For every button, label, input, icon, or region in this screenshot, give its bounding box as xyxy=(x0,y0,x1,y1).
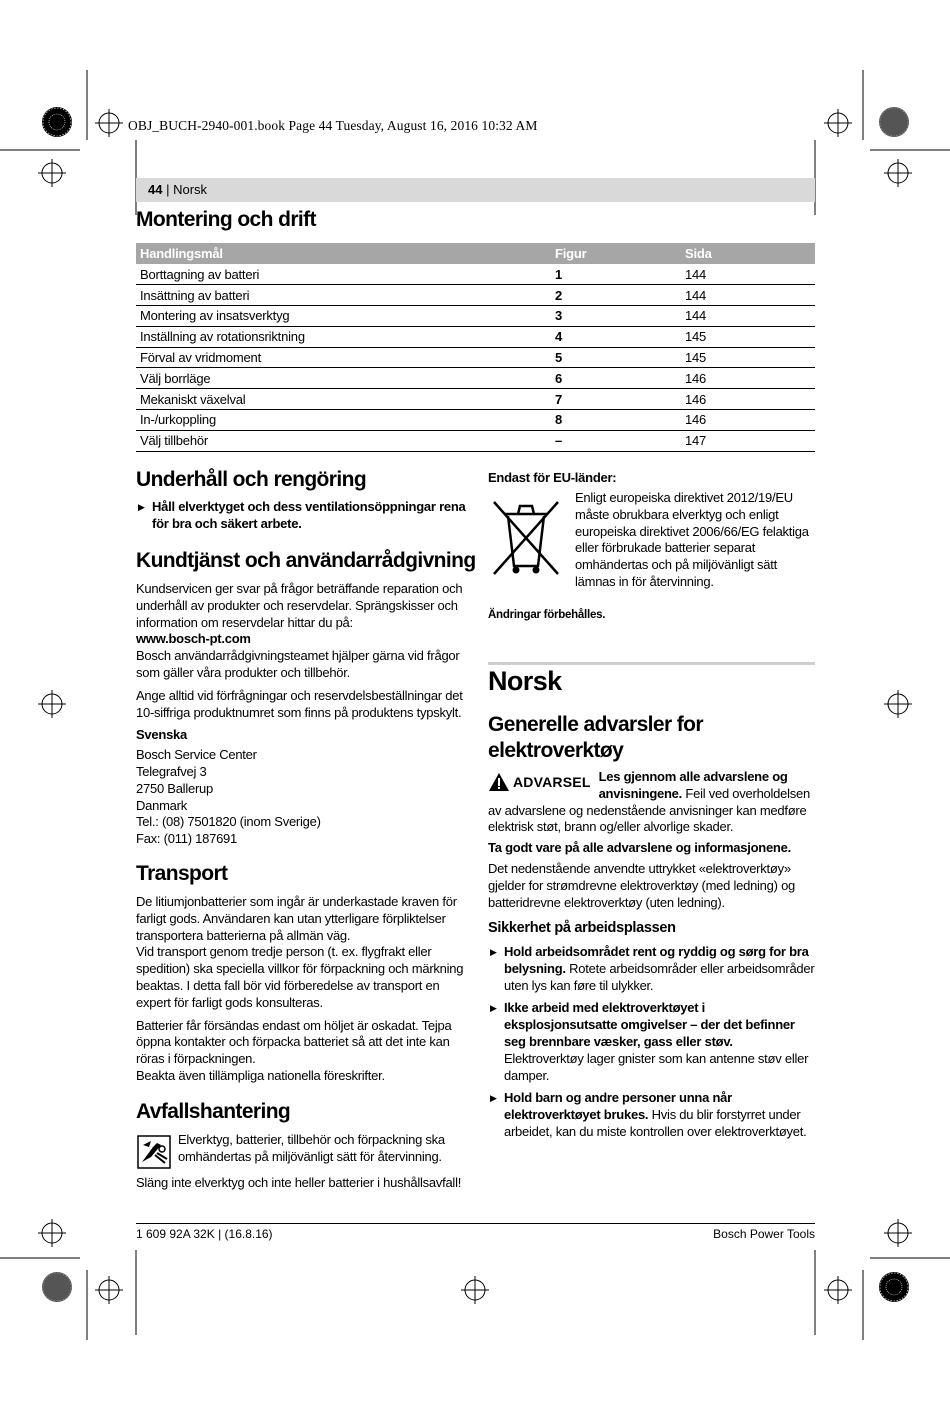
table-row xyxy=(136,368,815,389)
heading-avfall: Avfallshantering xyxy=(136,1100,291,1123)
norsk-p1: Det nedenstående anvendte uttrykket «elektroverktøy» gjelder for strømdrevne elektroverktøy (med ledning) og batteridrevne elektroverktøy (uten ledning). xyxy=(488,860,796,910)
keep-note: Ta godt vare på alle advarslene og informasjonene. xyxy=(488,840,791,856)
support-url[interactable]: www.bosch-pt.com xyxy=(136,631,251,647)
table-row xyxy=(136,389,815,410)
warning-text: Feil ved overholdelsen av advarslene og nedenstående anvisninger kan medføre elektrisk støt, brann og/eller alvorlige skader. xyxy=(488,785,810,835)
crossed-bin-icon xyxy=(488,494,564,580)
table-cell: 7 xyxy=(551,389,681,410)
bullet-safety-1: ▶ Hold arbeidsområdet rent og ryddig og sørg for bra belysning. Rotete arbeidsområder eller arbeidsområder uten lys kan føre til ulykker. xyxy=(488,944,815,994)
table-cell: 146 xyxy=(681,368,815,389)
table-cell: – xyxy=(551,430,681,451)
table-cell: Inställning av rotationsriktning xyxy=(136,326,551,347)
address-line: Danmark xyxy=(136,797,187,813)
footer-right: Bosch Power Tools xyxy=(713,1227,815,1241)
address-line: Tel.: (08) 7501820 (inom Sverige) xyxy=(136,814,321,830)
heading-kundtjanst: Kundtjänst och användarrådgivning xyxy=(136,549,476,572)
heading-transport: Transport xyxy=(136,862,228,885)
avfall-p1: Elverktyg, batterier, tillbehör och förpackning ska omhändertas på miljövänligt sätt för återvinning. xyxy=(178,1132,445,1164)
address-line: Bosch Service Center xyxy=(136,747,257,763)
transport-p3: Batterier får försändas endast om höljet är oskadat. Tejpa öppna kontakter och förpacka batteriet så att det inte kan röras i förpackningen. xyxy=(136,1017,452,1067)
table-row xyxy=(136,264,815,285)
address-line: Fax: (011) 187691 xyxy=(136,831,238,847)
table-row xyxy=(136,347,815,368)
eu-text: Enligt europeiska direktivet 2012/19/EU måste obrukbara elverktyg och enligt europeiska direktivet 2006/66/EG felaktiga eller förbrukade batterier separat omhändertas och på miljövänligt sätt lämnas in för återvinning. xyxy=(575,490,809,589)
warning-triangle-icon xyxy=(488,772,510,792)
avfall-p2: Släng inte elverktyg och inte heller batterier i hushållsavfall! xyxy=(136,1175,462,1190)
heading-montering: Montering och drift xyxy=(136,208,316,231)
table-cell: 144 xyxy=(681,285,815,306)
table-cell: 8 xyxy=(551,410,681,431)
table-cell: 144 xyxy=(681,264,815,285)
table-header: Sida xyxy=(681,243,815,264)
warning-bold: Les gjennom alle advarslene og anvisningene. xyxy=(598,769,788,801)
table-cell: 2 xyxy=(551,285,681,306)
footer-left: 1 609 92A 32K | (16.8.16) xyxy=(136,1227,273,1241)
bullet-safety-2: ▶ Ikke arbeid med elektroverktøyet i eksplosjonsutsatte omgivelser – der det befinner seg brennbare væsker, gass eller støv. Elektroverktøy lager gnister som kan antenne støv eller damper. xyxy=(488,1000,815,1084)
warning-badge xyxy=(488,772,591,792)
bullet-safety-3: ▶ Hold barn og andre personer unna når elektroverktøyet brukes. Hvis du blir forstyrret under arbeidet, kan du miste kontrollen over elektroverktøyet. xyxy=(488,1090,815,1140)
table-cell: In-/urkoppling xyxy=(136,410,551,431)
kundtjanst-p3: Ange alltid vid förfrågningar och reservdelsbeställningar det 10-siffriga produktnumret som finns på produktens typskylt. xyxy=(136,687,463,720)
table-cell: 146 xyxy=(681,410,815,431)
heading-generelle: Generelle advarsler for elektroverktøy xyxy=(488,713,703,762)
page-bar: 44 | Norsk xyxy=(136,178,815,202)
book-header: OBJ_BUCH-2940-001.book Page 44 Tuesday, August 16, 2016 10:32 AM xyxy=(128,118,538,133)
table-cell: Välj borrläge xyxy=(136,368,551,389)
section-divider xyxy=(488,662,815,665)
table-cell: 146 xyxy=(681,389,815,410)
table-header: Figur xyxy=(551,243,681,264)
kundtjanst-p1: Kundservicen ger svar på frågor beträffande reparation och underhåll av produkter och reservdelar. Sprängskisser och information om reservdelar hittar du på: xyxy=(136,581,463,630)
page-number: 44 xyxy=(148,182,163,197)
bullet-underhall: ▶ Håll elverktyget och dess ventilationsöppningar rena för bra och säkert arbete. xyxy=(136,499,466,533)
recycle-tools-icon xyxy=(137,1135,171,1169)
address-line: Telegrafvej 3 xyxy=(136,763,207,779)
table-cell: 144 xyxy=(681,306,815,327)
footer-rule xyxy=(136,1223,815,1224)
table-cell: 6 xyxy=(551,368,681,389)
table-cell: Borttagning av batteri xyxy=(136,264,551,285)
table-cell: Välj tillbehör xyxy=(136,430,551,451)
table-row xyxy=(136,285,815,306)
table-cell: 145 xyxy=(681,326,815,347)
table-row xyxy=(136,326,815,347)
table-cell: 4 xyxy=(551,326,681,347)
table-row xyxy=(136,306,815,327)
table-row xyxy=(136,430,815,451)
table-cell: 145 xyxy=(681,347,815,368)
address-line: 2750 Ballerup xyxy=(136,780,213,796)
operations-table xyxy=(136,243,815,452)
table-row xyxy=(136,410,815,431)
table-cell: 5 xyxy=(551,347,681,368)
page-section: Norsk xyxy=(173,182,208,197)
heading-underhall: Underhåll och rengöring xyxy=(136,468,367,491)
heading-sikkerhet: Sikkerhet på arbeidsplassen xyxy=(488,920,676,936)
table-cell: Insättning av batteri xyxy=(136,285,551,306)
changes-note: Ändringar förbehålles. xyxy=(488,609,606,621)
kundtjanst-p2: Bosch användarrådgivningsteamet hjälper gärna vid frågor som gäller våra produkter och tillbehör. xyxy=(136,648,460,680)
table-cell: 3 xyxy=(551,306,681,327)
table-cell: Förval av vridmoment xyxy=(136,347,551,368)
table-cell: Mekaniskt växelval xyxy=(136,389,551,410)
table-cell: Montering av insatsverktyg xyxy=(136,306,551,327)
transport-p4: Beakta även tillämpliga nationella föreskrifter. xyxy=(136,1067,385,1083)
table-cell: 1 xyxy=(551,264,681,285)
table-cell: 147 xyxy=(681,430,815,451)
eu-title: Endast för EU-länder: xyxy=(488,470,617,485)
warning-label: ADVARSEL xyxy=(513,773,591,790)
table-header-row xyxy=(136,243,815,264)
table-header: Handlingsmål xyxy=(136,243,551,264)
country-label: Svenska xyxy=(136,727,188,743)
transport-p2: Vid transport genom tredje person (t. ex. flygfrakt eller spedition) ska speciella villkor för förpackning och märkning beaktas. I detta fall bör vid förberedelse av transport en expert för farligt gods konsulteras. xyxy=(136,944,464,1010)
heading-norsk: Norsk xyxy=(488,666,562,696)
transport-p1: De litiumjonbatterier som ingår är underkastade kraven för farligt gods. Användaren kan utan ytterligare förpliktelser transportera batterierna på allmän väg. xyxy=(136,894,457,943)
